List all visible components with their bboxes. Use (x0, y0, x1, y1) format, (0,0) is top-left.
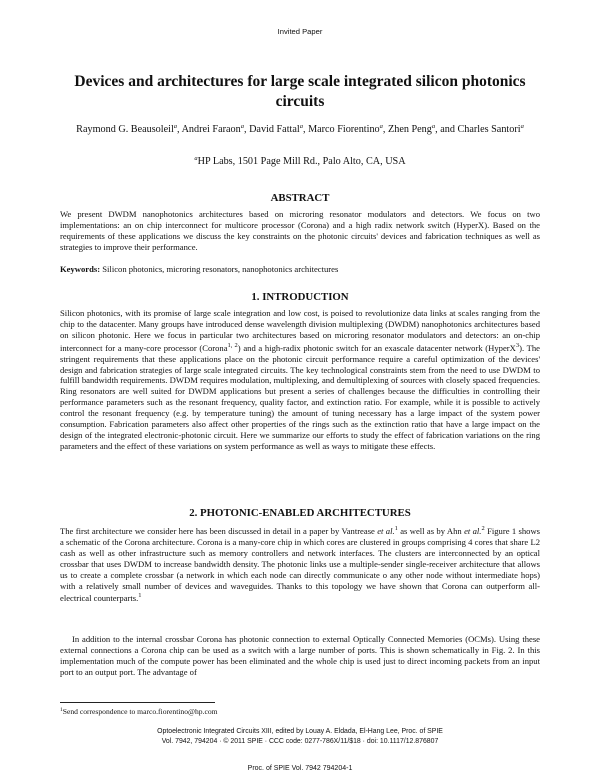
footnote-divider (60, 702, 215, 703)
page-identifier: Proc. of SPIE Vol. 7942 794204-1 (247, 765, 353, 772)
author: Charles Santori$^a$ (457, 123, 524, 135)
architectures-paragraph-1: The first architecture we consider here has been discussed in detail in a paper by Vantrease et al.$^1$ as well as by Ahn et al.$^2$ Figure 1 shows a schematic of the Corona architecture. Corona is a many-core chip in which cores are clustered in groups comprising 4 cores that share L2 cash as well as other infrastructure such as memory controllers and network interfaces. The clusters are interconnected by an optical crossbar that uses DWDM to increase bandwidth density. The photonic links use a multiple-sender single-receiver architecture that allows us to create a complete crossbar (a network in which each node can directly communicate o any other node without intermediate hops) with a relatively small number of devices and waveguides. Thanks to this topology we have shown that Corona can outperform all-electrical counterparts.$^1$ (60, 525, 541, 604)
author-list (50, 120, 550, 136)
affiliation: $^a$HP Labs, 1501 Page Mill Rd., Palo Alto, CA, USA (194, 155, 406, 167)
publication-info-line-1: Optoelectronic Integrated Circuits XIII, edited by Louay A. Eldada, El-Hang Lee, Proc. of SPIE (157, 728, 443, 735)
author: David Fattal$^a$, (249, 123, 309, 135)
architectures-paragraph-2: In addition to the internal crossbar Corona has photonic connection to external Optically Connected Memories (OCMs). Using these external connections a Corona chip can be used as a switch with a large number of ports. This is shown schematically in Fig. 2. In this implementation much of the compute power has been eliminated and the whole chip is used just to direct incoming packets from an input port to an output port. The advantage of (60, 634, 540, 677)
abstract-text: We present DWDM nanophotonics architectures based on microring resonator modulators and detectors. We focus on two implementations: an on chip interconnect for multicore processor (Corona) and a high radix network switch (HyperX). Based on the requirements of these applications we discuss the key constraints on the photonic circuits' devices and fabrication techniques as well as strategies to improve their performance. (60, 209, 540, 252)
section-heading-introduction: 1. INTRODUCTION (251, 291, 349, 303)
invited-paper-note: Invited Paper (277, 27, 323, 36)
author: Andrei Faraon$^a$, (181, 123, 250, 135)
paper-title: Devices and architectures for large scale integrated silicon photonics circuits (74, 73, 526, 110)
author: Zhen Peng$^a$, and (388, 123, 458, 135)
publication-info (0, 727, 600, 746)
correspondence-footnote: $^1$Send correspondence to marco.fiorentino@hp.com (60, 707, 218, 716)
section-heading-architectures: 2. PHOTONIC-ENABLED ARCHITECTURES (189, 507, 411, 519)
publication-info-line-2: Vol. 7942, 794204 · © 2011 SPIE · CCC code: 0277-786X/11/$18 · doi: 10.1117/12.876807 (161, 737, 439, 745)
abstract-heading: ABSTRACT (270, 192, 330, 204)
keywords-text: Silicon photonics, microring resonators, nanophotonics architectures (102, 264, 339, 274)
keywords-line (60, 264, 540, 275)
author: Marco Fiorentino$^a$, (308, 123, 388, 135)
keywords-label: Keywords: (60, 264, 101, 274)
author: Raymond G. Beausoleil$^a$, (76, 123, 182, 135)
introduction-paragraph: Silicon photonics, with its promise of large scale integration and low cost, is poised to revolutionize data links at scales ranging from the chip to the datacenter. Many groups have introduced dense wavelength division multiplexing (DWDM) nanophotonics architectures based on silicon photonic. Here we focus in particular two architectures based on microring resonator modulators and detectors: an on-chip interconnect for a many-core processor (Corona$^{1, 2}$) and a high-radix photonic switch for an exascale datacenter network (HyperX$^3$). The stringent requirements that these applications place on the photonic circuit performance require a careful optimization of the devices' design and fabrication strategies of large scale integrated circuits. The key technological constraints stem from the need to use DWDM to fulfill bandwidth requirements. DWDM requires modulation, multiplexing, and demultiplexing of sources with closely spaced frequencies. Ring resonators are well suited for DWDM applications but present a series of challenges because the difficulties in controlling their performance parameters such as the resonant frequency, quality factor, and extinction ratio. For example, while it is possible to actively control the resonant frequency (e.g. by temperature tuning) the amount of tuning necessary has a large impact of the system power consumption. Fabrication parameters also affect other properties of the rings such as the extinction ratio that have a large impact on the design of the integrated electronic-photonic circuit. Here we summarize our efforts to study the effect of fabrication variations on the ring parameters and the effect of these variations on system performance as well as ways to mitigate these effects. (60, 308, 540, 451)
